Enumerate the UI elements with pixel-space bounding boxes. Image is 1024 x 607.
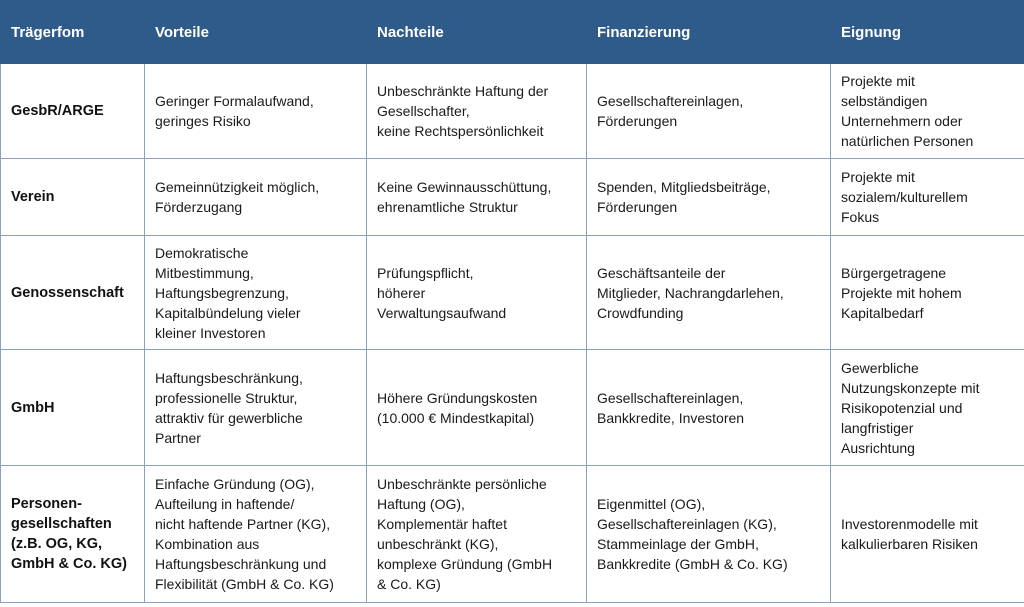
- cell-vorteile: Geringer Formalaufwand, geringes Risiko: [155, 93, 314, 129]
- cell-nachteile: Prüfungspflicht, höherer Verwaltungsaufwand: [377, 264, 507, 321]
- header-row: [1, 1, 1024, 64]
- cell-nachteile: Höhere Gründungskosten (10.000 € Mindestkapital): [377, 389, 538, 426]
- cell-vorteile: Einfache Gründung (OG), Aufteilung in haftende/ nicht haftende Partner (KG), Kombination aus Haftungsbeschränkung und Flexibilität (GmbH & Co. KG): [155, 476, 334, 592]
- table-row: [1, 466, 1024, 603]
- header-traegerform: Trägerfom: [1, 1, 145, 64]
- cell-eignung: Gewerbliche Nutzungskonzepte mit Risikopotenzial und langfristiger Ausrichtung: [841, 359, 980, 456]
- cell-vorteile: Demokratische Mitbestimmung, Haftungsbegrenzung, Kapitalbündelung vieler kleiner Investoren: [155, 244, 301, 341]
- row-name: GesbR/ARGE: [11, 103, 104, 119]
- header-eignung: Eignung: [831, 1, 1024, 64]
- table-row: [1, 350, 1024, 466]
- header-finanzierung: Finanzierung: [587, 1, 831, 64]
- cell-vorteile: Haftungsbeschränkung, professionelle Struktur, attraktiv für gewerbliche Partner: [155, 369, 303, 446]
- cell-finanzierung: Eigenmittel (OG), Gesellschaftereinlagen (KG), Stammeinlage der GmbH, Bankkredite (GmbH & Co. KG): [597, 496, 788, 572]
- cell-nachteile: Unbeschränkte persönliche Haftung (OG), Komplementär haftet unbeschränkt (KG), komplexe Gründung (GmbH & Co. KG): [377, 476, 553, 592]
- cell-eignung: Bürgergetragene Projekte mit hohem Kapitalbedarf: [841, 264, 962, 321]
- header-nachteile: Nachteile: [367, 1, 587, 64]
- header-vorteile: Vorteile: [145, 1, 367, 64]
- cell-eignung: Investorenmodelle mit kalkulierbaren Risiken: [841, 516, 978, 552]
- cell-finanzierung: Spenden, Mitgliedsbeiträge, Förderungen: [597, 179, 771, 215]
- cell-vorteile: Gemeinnützigkeit möglich, Förderzugang: [155, 179, 320, 215]
- cell-eignung: Projekte mit selbständigen Unternehmern oder natürlichen Personen: [841, 73, 974, 149]
- table-row: [1, 64, 1024, 159]
- table-row: [1, 159, 1024, 236]
- cell-nachteile: Unbeschränkte Haftung der Gesellschafter, keine Rechtspersönlichkeit: [377, 83, 549, 139]
- row-name: Verein: [11, 189, 55, 205]
- cell-finanzierung: Gesellschaftereinlagen, Förderungen: [597, 93, 744, 129]
- row-name: Personen- gesellschaften (z.B. OG, KG, GmbH & Co. KG): [11, 496, 127, 572]
- row-name: Genossenschaft: [11, 284, 124, 301]
- cell-nachteile: Keine Gewinnausschüttung, ehrenamtliche Struktur: [377, 179, 552, 215]
- table-row: [1, 236, 1024, 350]
- cell-finanzierung: Geschäftsanteile der Mitglieder, Nachrangdarlehen, Crowdfunding: [597, 264, 784, 321]
- cell-eignung: Projekte mit sozialem/kulturellem Fokus: [841, 169, 968, 225]
- row-name: GmbH: [11, 399, 55, 416]
- cell-finanzierung: Gesellschaftereinlagen, Bankkredite, Investoren: [597, 389, 745, 426]
